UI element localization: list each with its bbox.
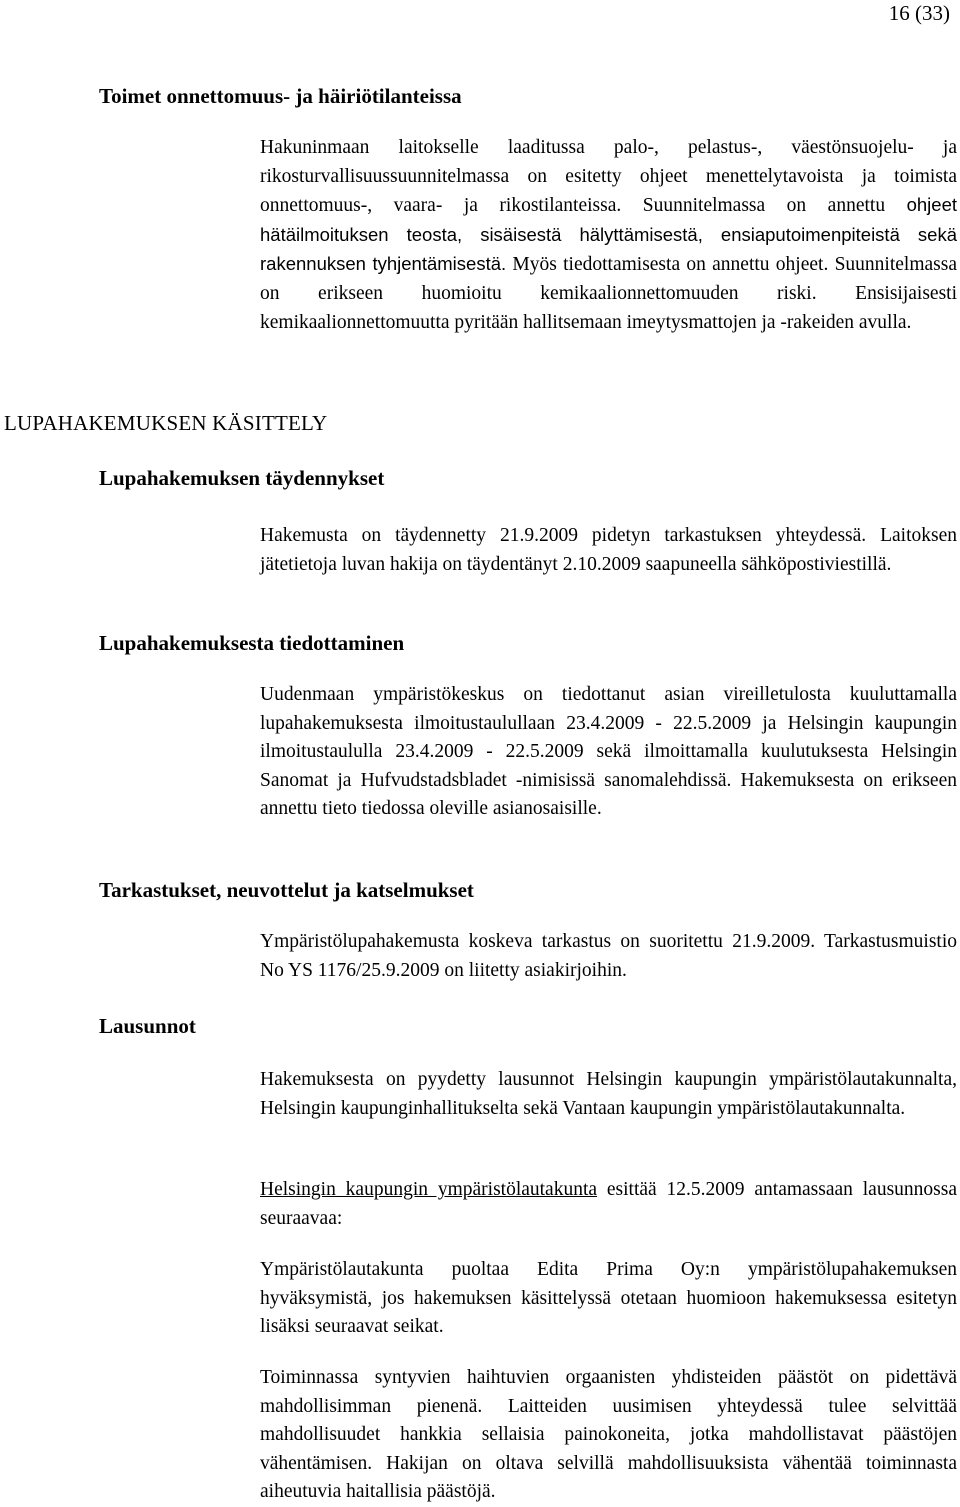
helsinki-env-board-name: Helsingin kaupungin ympäristölautakunta <box>260 1179 598 1200</box>
heading-lausunnot: Lausunnot <box>99 1014 196 1038</box>
paragraph-tiedottaminen-text: Uudenmaan ympäristökeskus on tiedottanut asian vireilletulosta kuuluttamalla lupahakemuksesta ilmoitustaulullaan 23.4.2009 - 22.5.2009 ja Helsingin kaupungin ilmoitustaululla 23.4.2009 - 22.5.2009 sekä ilmoittamalla kuulutuksesta Helsingin Sanomat ja Hufvudstadsbladet -nimisissä sanomalehdissä. Hakemuksesta on erikseen annettu tieto tiedossa oleville asianosaisille. <box>260 684 957 820</box>
paragraph-lausunnot-4 <box>260 1364 957 1507</box>
paragraph-lausunnot-3-text: Ympäristölautakunta puoltaa Edita Prima Oy:n ympäristölupahakemuksen hyväksymistä, jos hakemuksen käsittelyssä otetaan huomioon hakemuksessa esitetyn lisäksi seuraavat seikat. <box>260 1259 957 1338</box>
paragraph-toimet-part2: ohjeet hätäilmoituksen teosta, sisäisestä hälyttämisestä, ensiaputoimenpiteistä sekä rakennuksen tyhjentämisestä. <box>260 194 957 275</box>
paragraph-taydennykset <box>260 522 957 579</box>
paragraph-toimet <box>260 134 957 337</box>
paragraph-taydennykset-text: Hakemusta on täydennetty 21.9.2009 pidetyn tarkastuksen yhteydessä. Laitoksen jätetietoja luvan hakija on täydentänyt 2.10.2009 saapuneella sähköpostiviestillä. <box>260 525 957 575</box>
paragraph-toimet-part3: Myös tiedottamisesta on annettu ohjeet. Suunnitelmassa on erikseen huomioitu kemikaalionnettomuuden riski. Ensisijaisesti kemikaalionnettomuutta pyritään hallitsemaan imeytysmattojen ja -rakeiden avulla. <box>260 254 957 333</box>
paragraph-lausunnot-3 <box>260 1256 957 1342</box>
paragraph-tarkastukset-text: Ympäristölupahakemusta koskeva tarkastus on suoritettu 21.9.2009. Tarkastusmuistio No YS 1176/25.9.2009 on liitetty asiakirjoihin. <box>260 931 957 981</box>
heading-lupahakemuksen-kasittely: LUPAHAKEMUKSEN KÄSITTELY <box>4 411 328 435</box>
paragraph-lausunnot-2 <box>260 1176 957 1233</box>
paragraph-lausunnot-1 <box>260 1066 957 1123</box>
heading-taydennykset: Lupahakemuksen täydennykset <box>99 466 385 490</box>
paragraph-lausunnot-4-text: Toiminnassa syntyvien haihtuvien orgaanisten yhdisteiden päästöt on pidettävä mahdollisimman pienenä. Laitteiden uusimisen yhteydessä tulee selvittää mahdollisuudet hankkia sellaisia painokoneita, jotka mahdollistavat päästöjen vähentämisen. Hakijan on oltava selvillä mahdollisuuksista vähentää toiminnasta aiheutuvia haitallisia päästöjä. <box>260 1367 957 1503</box>
heading-tarkastukset: Tarkastukset, neuvottelut ja katselmukset <box>99 878 474 902</box>
page-number: 16 (33) <box>888 1 950 25</box>
paragraph-toimet-part1: Hakuninmaan laitokselle laaditussa palo-, pelastus-, väestönsuojelu- ja rikosturvallisuussuunnitelmassa on esitetty ohjeet menettelytavoista ja toimista onnettomuus-, vaara- ja rikostilanteissa. Suunnitelmassa on annettu <box>260 137 957 217</box>
heading-tiedottaminen: Lupahakemuksesta tiedottaminen <box>99 631 405 655</box>
paragraph-lausunnot-2-rest: esittää 12.5.2009 antamassaan lausunnossa seuraavaa: <box>260 1179 957 1229</box>
paragraph-tiedottaminen <box>260 681 957 824</box>
paragraph-tarkastukset <box>260 928 957 985</box>
paragraph-lausunnot-1-text: Hakemuksesta on pyydetty lausunnot Helsingin kaupungin ympäristölautakunnalta, Helsingin kaupunginhallitukselta sekä Vantaan kaupungin ympäristölautakunnalta. <box>260 1069 957 1119</box>
heading-toimet: Toimet onnettomuus- ja häiriötilanteissa <box>99 84 462 108</box>
